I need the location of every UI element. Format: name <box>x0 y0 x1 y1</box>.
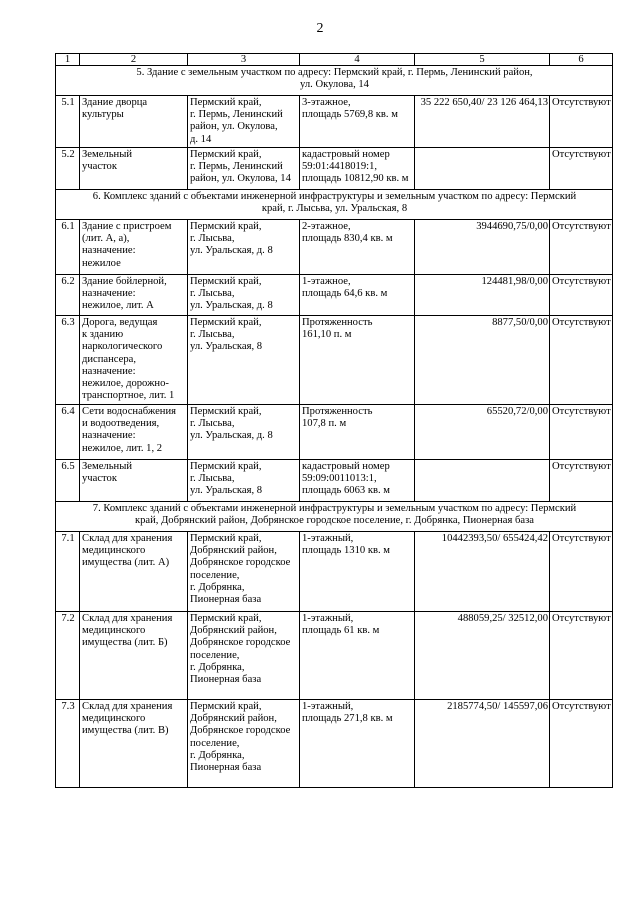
table-row <box>56 148 613 190</box>
table-row <box>56 96 613 148</box>
row-number: 6.3 <box>56 316 80 405</box>
section-header-row <box>56 66 613 96</box>
object-characteristics: Протяженность 107,8 п. м <box>300 405 415 460</box>
object-name: Здание дворца культуры <box>80 96 188 148</box>
section-title: 7. Комплекс зданий с объектами инженерной инфраструктуры и земельным участком по адресу: Пермский край, Добрянский район, Добрянское городское поселение, г. Добрянка, Пионерная база <box>56 502 613 532</box>
section-title: 5. Здание с земельным участком по адресу: Пермский край, г. Пермь, Ленинский район, ул. Окулова, 14 <box>56 66 613 96</box>
object-characteristics: Протяженность 161,10 п. м <box>300 316 415 405</box>
object-characteristics: 3-этажное, площадь 5769,8 кв. м <box>300 96 415 148</box>
object-characteristics: кадастровый номер 59:01:4418019:1, площадь 10812,90 кв. м <box>300 148 415 190</box>
row-number: 7.1 <box>56 532 80 612</box>
object-name: Склад для хранения медицинского имущества (лит. А) <box>80 532 188 612</box>
object-characteristics: 1-этажное, площадь 64,6 кв. м <box>300 275 415 316</box>
property-table-body <box>56 54 613 788</box>
row-number: 7.2 <box>56 612 80 700</box>
object-characteristics: 1-этажный, площадь 1310 кв. м <box>300 532 415 612</box>
book-value: 8877,50/0,00 <box>415 316 550 405</box>
object-characteristics: 2-этажное, площадь 830,4 кв. м <box>300 220 415 275</box>
object-characteristics: 1-этажный, площадь 61 кв. м <box>300 612 415 700</box>
object-name: Дорога, ведущая к зданию наркологического диспансера, назначение: нежилое, дорожно- транспортное, лит. 1 <box>80 316 188 405</box>
row-number: 7.3 <box>56 700 80 788</box>
column-number: 2 <box>80 54 188 66</box>
book-value: 2185774,50/ 145597,06 <box>415 700 550 788</box>
section-header-row <box>56 190 613 220</box>
table-row <box>56 275 613 316</box>
encumbrance: Отсутствуют <box>550 700 613 788</box>
encumbrance: Отсутствуют <box>550 460 613 502</box>
encumbrance: Отсутствуют <box>550 148 613 190</box>
object-name: Сети водоснабжения и водоотведения, назначение: нежилое, лит. 1, 2 <box>80 405 188 460</box>
table-row <box>56 612 613 700</box>
object-address: Пермский край, г. Лысьва, ул. Уральская, д. 8 <box>188 275 300 316</box>
object-characteristics: кадастровый номер 59:09:0011013:1, площадь 6063 кв. м <box>300 460 415 502</box>
book-value: 124481,98/0,00 <box>415 275 550 316</box>
object-address: Пермский край, Добрянский район, Добрянское городское поселение, г. Добрянка, Пионерная база <box>188 532 300 612</box>
book-value: 10442393,50/ 655424,42 <box>415 532 550 612</box>
row-number: 6.4 <box>56 405 80 460</box>
book-value: 65520,72/0,00 <box>415 405 550 460</box>
object-address: Пермский край, г. Лысьва, ул. Уральская, д. 8 <box>188 405 300 460</box>
section-header-row <box>56 502 613 532</box>
column-number: 5 <box>415 54 550 66</box>
encumbrance: Отсутствуют <box>550 405 613 460</box>
row-number: 6.1 <box>56 220 80 275</box>
object-address: Пермский край, г. Лысьва, ул. Уральская, 8 <box>188 460 300 502</box>
object-address: Пермский край, Добрянский район, Добрянское городское поселение, г. Добрянка, Пионерная база <box>188 612 300 700</box>
object-name: Земельный участок <box>80 460 188 502</box>
book-value: 35 222 650,40/ 23 126 464,13 <box>415 96 550 148</box>
page-number: 2 <box>316 21 324 36</box>
property-table <box>55 53 613 788</box>
encumbrance: Отсутствуют <box>550 532 613 612</box>
table-row <box>56 532 613 612</box>
object-address: Пермский край, г. Пермь, Ленинский район, ул. Окулова, 14 <box>188 148 300 190</box>
object-name: Здание с пристроем (лит. А, а), назначение: нежилое <box>80 220 188 275</box>
row-number: 6.5 <box>56 460 80 502</box>
row-number: 6.2 <box>56 275 80 316</box>
column-number: 3 <box>188 54 300 66</box>
encumbrance: Отсутствуют <box>550 275 613 316</box>
encumbrance: Отсутствуют <box>550 612 613 700</box>
encumbrance: Отсутствуют <box>550 96 613 148</box>
object-name: Здание бойлерной, назначение: нежилое, лит. А <box>80 275 188 316</box>
object-address: Пермский край, г. Лысьва, ул. Уральская, д. 8 <box>188 220 300 275</box>
table-row <box>56 220 613 275</box>
section-title: 6. Комплекс зданий с объектами инженерной инфраструктуры и земельным участком по адресу: Пермский край, г. Лысьва, ул. Уральская, 8 <box>56 190 613 220</box>
object-characteristics: 1-этажный, площадь 271,8 кв. м <box>300 700 415 788</box>
table-row <box>56 700 613 788</box>
column-number-row <box>56 54 613 66</box>
table-row <box>56 316 613 405</box>
row-number: 5.2 <box>56 148 80 190</box>
book-value: 3944690,75/0,00 <box>415 220 550 275</box>
book-value <box>415 148 550 190</box>
object-name: Земельный участок <box>80 148 188 190</box>
column-number: 1 <box>56 54 80 66</box>
object-name: Склад для хранения медицинского имущества (лит. Б) <box>80 612 188 700</box>
column-number: 4 <box>300 54 415 66</box>
book-value: 488059,25/ 32512,00 <box>415 612 550 700</box>
object-address: Пермский край, г. Лысьва, ул. Уральская, 8 <box>188 316 300 405</box>
object-address: Пермский край, Добрянский район, Добрянское городское поселение, г. Добрянка, Пионерная база <box>188 700 300 788</box>
row-number: 5.1 <box>56 96 80 148</box>
column-number: 6 <box>550 54 613 66</box>
encumbrance: Отсутствуют <box>550 220 613 275</box>
table-row <box>56 405 613 460</box>
book-value <box>415 460 550 502</box>
object-address: Пермский край, г. Пермь, Ленинский район, ул. Окулова, д. 14 <box>188 96 300 148</box>
object-name: Склад для хранения медицинского имущества (лит. В) <box>80 700 188 788</box>
encumbrance: Отсутствуют <box>550 316 613 405</box>
table-row <box>56 460 613 502</box>
